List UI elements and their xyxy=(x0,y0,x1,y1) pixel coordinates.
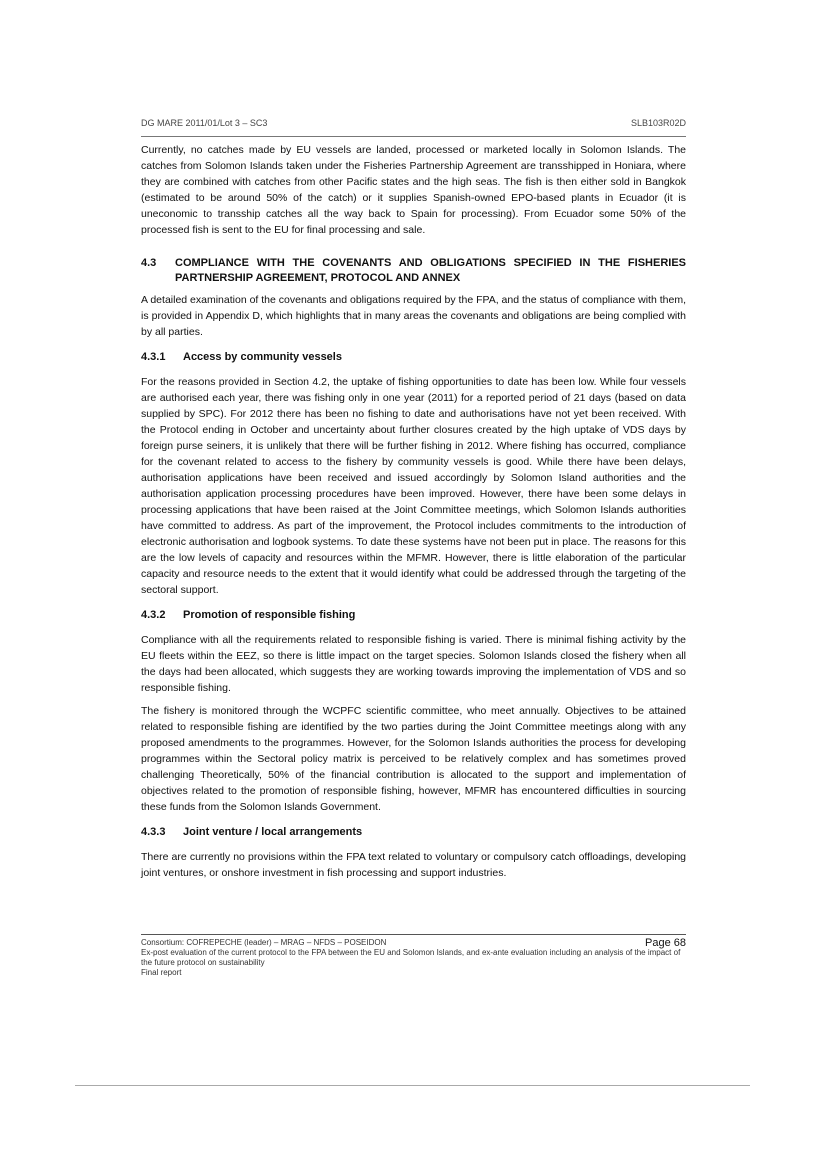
page-header xyxy=(141,118,686,137)
page-footer xyxy=(141,934,686,978)
section-title: COMPLIANCE WITH THE COVENANTS AND OBLIGATIONS SPECIFIED IN THE FISHERIES PARTNERSHIP AGREEMENT, PROTOCOL AND ANNEX xyxy=(175,257,686,284)
subsection-number: 4.3.3 xyxy=(141,826,166,838)
section-number: 4.3 xyxy=(141,257,157,269)
section-4-3-1-paragraph: For the reasons provided in Section 4.2, the uptake of fishing opportunities to date has been low. While four vessels are authorised each year, there was fishing only in one year (2011) for a reported period of 21 days (based on data supplied by SPC). For 2012 there has been no fishing to date and authorisations have not yet been received. With the Protocol ending in October and uncertainty about further closures created by the high uptake of VDS days by foreign purse seiners, it is unlikely that there will be further fishing in 2012. Where fishing has occurred, compliance for the covenant related to access to the fishery by community vessels is good. While there have been delays, authorisation applications have been received and issued accordingly by Solomon Island authorities and the authorisation application processing procedures have been improved. However, there have been some delays in processing applications that have been raised at the Joint Committee meetings, which Solomon Islands authorities have committed to address. As part of the improvement, the Protocol includes commitments to the introduction of electronic authorisation and logbook systems. To date these systems have not been put in place. The reasons for this are the low levels of capacity and resources within the MFMR. However, there is little elaboration of the particular capacity and resource needs to the extent that it would identify what could be addressed through the targeting of the sectoral support. xyxy=(141,376,686,596)
section-4-3-paragraph: A detailed examination of the covenants and obligations required by the FPA, and the status of compliance with them, is provided in Appendix D, which highlights that in many areas the covenants and obligations are being complied with by all parties. xyxy=(141,294,686,338)
subsection-title: Promotion of responsible fishing xyxy=(183,609,356,621)
footer-top-row xyxy=(141,938,686,948)
subsection-number: 4.3.1 xyxy=(141,351,166,363)
footer-consortium: Consortium: COFREPECHE (leader) – MRAG – NFDS – POSEIDON xyxy=(141,938,387,947)
section-4-3-2-paragraph-2: The fishery is monitored through the WCPFC scientific committee, who meet annually. Objectives to be attained related to responsible fishing are identified by the two parties during the Joint Committee meetings along with any proposed amendments to the programmes. However, for the Solomon Islands authorities the process for developing programmes within the Sectoral policy matrix is perceived to be relatively complex and has sometimes proved challenging Theoretically, 50% of the financial contribution is allocated to the support and implementation of objectives related to the promotion of responsible fishing, however, MFMR has encountered difficulties in sourcing these funds from the Solomon Islands Government. xyxy=(141,705,686,813)
page-bottom-divider xyxy=(75,1085,750,1086)
section-4-3-2-paragraph-1: Compliance with all the requirements related to responsible fishing is varied. There is minimal fishing activity by the EU fleets within the EEZ, so there is little impact on the target species. Solomon Islands closed the fishery when all the days had been allocated, which suggests they are working towards improving the implementation of VDS and so responsible fishing. xyxy=(141,634,686,694)
section-4-3-2-heading xyxy=(141,608,686,623)
section-4-3-heading xyxy=(141,256,686,286)
subsection-number: 4.3.2 xyxy=(141,609,166,621)
intro-paragraph: Currently, no catches made by EU vessels are landed, processed or marketed locally in Solomon Islands. The catches from Solomon Islands taken under the Fisheries Partnership Agreement are transshipped in Honiara, where they are combined with catches from other Pacific states and the high seas. The fish is then either sold in Bangkok (estimated to be around 50% of the catch) or it supplies Spanish-owned EPO-based plants in Ecuador (it is uneconomic to transship catches all the way back to Spain for processing). From Ecuador some 50% of the processed fish is sent to the EU for final processing and sale. xyxy=(141,144,686,236)
subsection-title: Joint venture / local arrangements xyxy=(183,826,363,838)
header-document-code: SLB103R02D xyxy=(630,118,686,128)
section-4-3-1-heading xyxy=(141,350,686,365)
section-4-3-3-heading xyxy=(141,825,686,840)
subsection-title: Access by community vessels xyxy=(183,351,342,363)
page-content xyxy=(141,142,686,888)
footer-description: Ex-post evaluation of the current protocol to the FPA between the EU and Solomon Islands, and ex-ante evaluation including an analysis of the impact of the future protocol on sustainability xyxy=(141,948,681,967)
footer-report-type: Final report xyxy=(141,968,182,977)
page-number: Page 68 xyxy=(645,937,686,949)
header-reference: DG MARE 2011/01/Lot 3 – SC3 xyxy=(141,118,268,128)
section-4-3-3-paragraph: There are currently no provisions within the FPA text related to voluntary or compulsory catch offloadings, developing joint ventures, or onshore investment in fish processing and support industries. xyxy=(141,851,686,879)
